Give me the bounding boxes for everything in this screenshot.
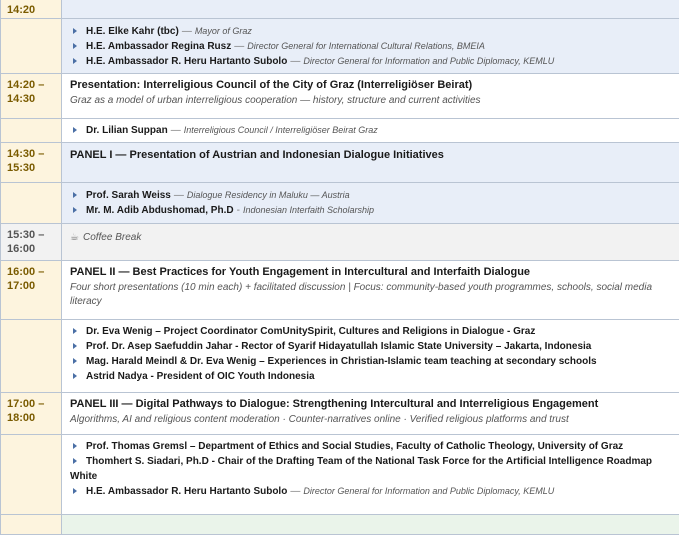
session-title: PANEL II — Best Practices for Youth Engagement in Intercultural and Interfaith Dialogue xyxy=(70,265,672,280)
bullet-arrow-icon xyxy=(73,58,77,64)
time-cell xyxy=(1,393,62,435)
time-cell xyxy=(1,74,62,119)
speaker-row xyxy=(1,320,679,393)
agenda-row xyxy=(1,74,679,119)
time-start: 14:20 xyxy=(7,4,35,16)
speaker-name: Prof. Sarah Weiss xyxy=(86,190,171,201)
time-cell xyxy=(1,183,62,224)
break-cell xyxy=(62,224,679,261)
session-cell xyxy=(62,74,679,119)
speaker-entry: Dr. Eva Wenig – Project Coordinator ComUnitySpirit, Cultures and Religions in Dialogue - Graz xyxy=(86,326,535,337)
time-cell xyxy=(1,224,62,261)
separator: — xyxy=(174,190,184,201)
time-cell xyxy=(1,435,62,515)
bullet-arrow-icon xyxy=(73,358,77,364)
speaker-entry: Prof. Thomas Gremsl – Department of Ethics and Social Studies, Faculty of Catholic Theology, University of Graz xyxy=(86,441,623,452)
speaker-list xyxy=(62,19,679,74)
speaker-item xyxy=(70,188,672,203)
coffee-cup-icon: ☕ xyxy=(70,231,79,245)
bullet-arrow-icon xyxy=(73,458,77,464)
session-title: Presentation: Interreligious Council of the City of Graz (Interreligiöser Beirat) xyxy=(70,78,672,93)
agenda-row xyxy=(1,0,679,19)
speaker-name: H.E. Elke Kahr (tbc) xyxy=(86,26,179,37)
speaker-item xyxy=(70,354,672,369)
session-subtitle: Algorithms, AI and religious content moderation · Counter-narratives online · Verified religious platforms and trust xyxy=(70,413,672,427)
session-cell xyxy=(62,261,679,320)
speaker-item xyxy=(70,324,672,339)
speaker-list xyxy=(62,320,679,393)
time-end: 16:00 xyxy=(7,242,61,256)
speaker-list xyxy=(62,435,679,515)
speaker-row xyxy=(1,119,679,143)
bullet-arrow-icon xyxy=(73,373,77,379)
session-title: PANEL I — Presentation of Austrian and Indonesian Dialogue Initiatives xyxy=(70,148,672,163)
speaker-entry: Astrid Nadya - President of OIC Youth Indonesia xyxy=(86,371,315,382)
speaker-role: Interreligious Council / Interreligiöser Beirat Graz xyxy=(184,125,378,135)
bullet-arrow-icon xyxy=(73,443,77,449)
time-end: 17:00 xyxy=(7,279,61,293)
time-end: 15:30 xyxy=(7,161,61,175)
speaker-item xyxy=(70,24,672,39)
session-cell xyxy=(62,393,679,435)
speaker-item xyxy=(70,439,672,454)
time-cell xyxy=(1,119,62,143)
speaker-item xyxy=(70,454,672,484)
coffee-break-label: Coffee Break xyxy=(83,232,141,243)
speaker-list xyxy=(62,119,679,143)
speaker-item xyxy=(70,203,672,218)
content-cell xyxy=(62,0,679,19)
time-start: 15:30 – xyxy=(7,228,61,242)
speaker-item xyxy=(70,123,672,138)
session-subtitle: Four short presentations (10 min each) + facilitated discussion | Focus: community-based youth programmes, schools, social media literacy xyxy=(70,281,672,309)
speaker-entry: Thomhert S. Siadari, Ph.D - Chair of the Drafting Team of the National Task Force for the Artificial Intelligence Roadmap White xyxy=(70,456,652,482)
agenda-row xyxy=(1,393,679,435)
agenda-row xyxy=(1,143,679,183)
speaker-entry: Prof. Dr. Asep Saefuddin Jahar - Rector of Syarif Hidayatullah Islamic State University – Jakarta, Indonesia xyxy=(86,341,591,352)
separator: — xyxy=(290,486,300,497)
speaker-role: Indonesian Interfaith Scholarship xyxy=(243,205,374,215)
time-cell xyxy=(1,261,62,320)
speaker-row xyxy=(1,435,679,515)
time-cell xyxy=(1,515,62,535)
agenda-row xyxy=(1,515,679,535)
bullet-arrow-icon xyxy=(73,28,77,34)
time-start: 17:00 – xyxy=(7,397,61,411)
speaker-row xyxy=(1,19,679,74)
time-start: 14:30 – xyxy=(7,147,61,161)
bullet-arrow-icon xyxy=(73,207,77,213)
speaker-role: Mayor of Graz xyxy=(195,26,252,36)
separator: — xyxy=(234,41,244,52)
bullet-arrow-icon xyxy=(73,488,77,494)
time-end: 18:00 xyxy=(7,411,61,425)
speaker-entry: Mag. Harald Meindl & Dr. Eva Wenig – Experiences in Christian-Islamic team teaching at secondary schools xyxy=(86,356,597,367)
speaker-role: Director General for International Cultural Relations, BMEIA xyxy=(247,41,485,51)
speaker-role: Director General for Information and Public Diplomacy, KEMLU xyxy=(303,486,554,496)
time-cell xyxy=(1,320,62,393)
time-cell xyxy=(1,0,62,19)
speaker-item xyxy=(70,369,672,384)
bullet-arrow-icon xyxy=(73,192,77,198)
coffee-break xyxy=(70,231,672,245)
separator: — xyxy=(290,56,300,67)
speaker-role: Dialogue Residency in Maluku — Austria xyxy=(187,190,350,200)
separator: — xyxy=(171,125,181,136)
speaker-role: Director General for Information and Public Diplomacy, KEMLU xyxy=(303,56,554,66)
time-end: 14:30 xyxy=(7,92,61,106)
speaker-name: H.E. Ambassador R. Heru Hartanto Subolo xyxy=(86,56,287,67)
session-subtitle: Graz as a model of urban interreligious cooperation — history, structure and current activities xyxy=(70,94,672,108)
speaker-row xyxy=(1,183,679,224)
session-title: PANEL III — Digital Pathways to Dialogue: Strengthening Intercultural and Interreligious Engagement xyxy=(70,397,672,412)
separator: - xyxy=(237,205,240,216)
speaker-name: H.E. Ambassador Regina Rusz xyxy=(86,41,231,52)
speaker-item xyxy=(70,39,672,54)
bullet-arrow-icon xyxy=(73,328,77,334)
bullet-arrow-icon xyxy=(73,127,77,133)
agenda-row xyxy=(1,261,679,320)
speaker-item xyxy=(70,54,672,69)
time-start: 14:20 – xyxy=(7,78,61,92)
speaker-name: Mr. M. Adib Abdushomad, Ph.D xyxy=(86,205,234,216)
speaker-name: Dr. Lilian Suppan xyxy=(86,125,168,136)
time-cell xyxy=(1,19,62,74)
time-start: 16:00 – xyxy=(7,265,61,279)
session-cell xyxy=(62,143,679,183)
speaker-item xyxy=(70,484,672,499)
speaker-list xyxy=(62,183,679,224)
speaker-name: H.E. Ambassador R. Heru Hartanto Subolo xyxy=(86,486,287,497)
separator: — xyxy=(182,26,192,37)
time-cell xyxy=(1,143,62,183)
bullet-arrow-icon xyxy=(73,343,77,349)
speaker-item xyxy=(70,339,672,354)
bullet-arrow-icon xyxy=(73,43,77,49)
content-cell xyxy=(62,515,679,535)
break-row xyxy=(1,224,679,261)
